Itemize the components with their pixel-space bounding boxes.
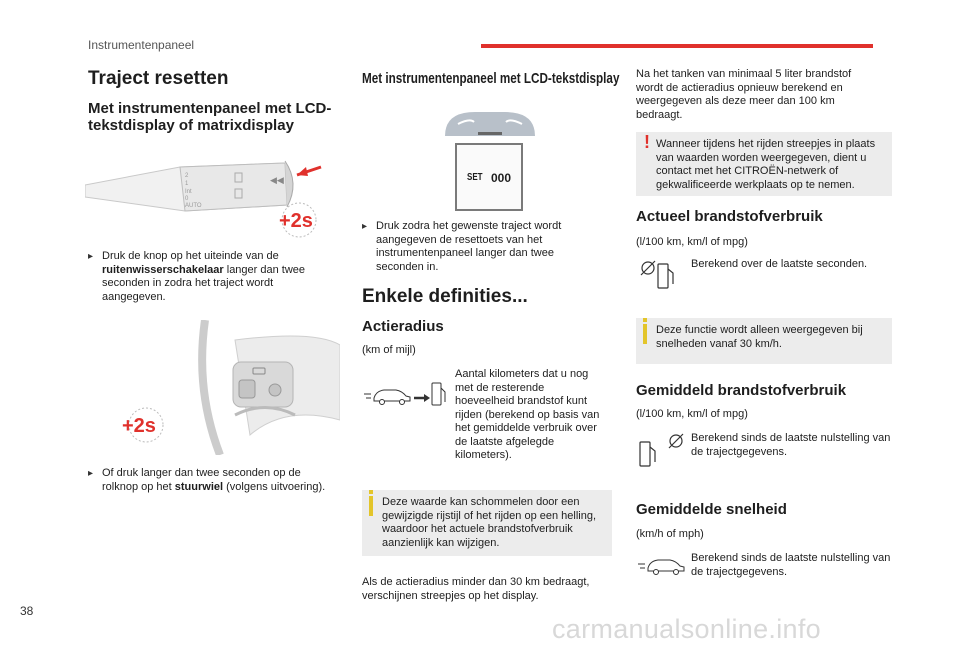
average-speed-car-icon (638, 554, 686, 576)
section-title: Traject resetten (88, 68, 229, 89)
badge-2s-wheel-icon (118, 405, 170, 445)
badge-2s-wiper-icon (275, 200, 323, 240)
steering-wheel-illustration (195, 320, 340, 455)
svg-text:◀◀: ◀◀ (270, 175, 284, 185)
step-steering-wheel: ▸ Of druk langer dan twee seconden op de rolknop op het stuurwiel (volgens uitvoering). (88, 467, 326, 493)
instrument-cluster-icon (440, 108, 540, 140)
svg-text:AUTO: AUTO (185, 203, 202, 209)
section-header: Instrumentenpaneel (88, 38, 195, 52)
left-subtitle: Met instrumentenpaneel met LCD-tekstdisplay of matrixdisplay (88, 100, 332, 134)
svg-text:2: 2 (185, 173, 189, 179)
lcd-display (455, 143, 523, 211)
svg-text:+2s: +2s (279, 210, 313, 232)
display-set-label: SET (467, 172, 483, 183)
page-number: 38 (20, 604, 34, 618)
gemiddeld-title: Gemiddeld brandstofverbruik (636, 382, 847, 399)
step-reset-button: ▸ Druk zodra het gewenste traject wordt aangegeven de resettoets van het instrumentenpaneel langer dan twee seconden in. (362, 220, 562, 273)
actieradius-description: Aantal kilometers dat u nog met de resterende hoeveelheid brandstof kunt rijden (berekend op basis van het gemiddelde verbruik over de laatste afgelegde kilometers). (455, 368, 600, 461)
average-consumption-icon (636, 432, 686, 468)
warning-icon: ! (644, 132, 650, 152)
middle-subtitle: Met instrumentenpaneel met LCD-tekstdisplay (362, 70, 620, 87)
actieradius-unit: (km of mijl) (362, 344, 416, 356)
current-consumption-icon (636, 258, 686, 290)
info-icon (643, 324, 647, 344)
definitions-title: Enkele definities... (362, 286, 528, 307)
refuel-intro: Na het tanken van minimaal 5 liter brandstof wordt de actieradius opnieuw berekend en weergegeven als deze meer dan 100 km bedraagt. (636, 68, 852, 121)
actueel-info-note: Deze functie wordt alleen weergegeven bij snelheden vanaf 30 km/h. (636, 318, 892, 364)
snelheid-title: Gemiddelde snelheid (636, 501, 787, 518)
actueel-unit: (l/100 km, km/l of mpg) (636, 236, 748, 248)
actieradius-title: Actieradius (362, 318, 444, 335)
svg-text:1: 1 (185, 181, 189, 187)
actieradius-footer: Als de actieradius minder dan 30 km bedraagt, verschijnen streepjes op het display. (362, 576, 590, 602)
svg-text:0: 0 (185, 196, 189, 202)
step-wiper-stalk: ▸ Druk de knop op het uiteinde van de ruitenwisserschakelaar langer dan twee seconden in zodra het traject wordt aangegeven. (88, 250, 306, 303)
svg-text:+2s: +2s (122, 415, 156, 437)
bullet-arrow-icon: ▸ (362, 221, 368, 232)
snelheid-description: Berekend sinds de laatste nulstelling van de trajectgegevens. (691, 552, 891, 578)
site-watermark: carmanualsonline.info (552, 614, 821, 644)
gemiddeld-unit: (l/100 km, km/l of mpg) (636, 408, 748, 420)
gemiddeld-description: Berekend sinds de laatste nulstelling van de trajectgegevens. (691, 432, 891, 458)
header-accent-bar (481, 44, 873, 48)
info-icon (369, 496, 373, 516)
bullet-arrow-icon: ▸ (88, 468, 94, 479)
actieradius-info-note: Deze waarde kan schommelen door een gewijzigde rijstijl of het rijden op een helling, waardoor het actuele brandstofverbruik aanzienlijk kan wijzigen. (362, 490, 612, 556)
snelheid-unit: (km/h of mph) (636, 528, 704, 540)
actueel-title: Actueel brandstofverbruik (636, 208, 823, 225)
range-car-fuel-icon (362, 380, 448, 410)
display-value: 000 (491, 171, 512, 185)
actueel-description: Berekend over de laatste seconden. (691, 258, 868, 270)
dashes-warning-note: ! Wanneer tijdens het rijden streepjes in plaats van waarden worden weergegeven, dient u contact met het CITROËN-netwerk of gekwalificeerde werkplaats op te nemen. (636, 132, 892, 196)
bullet-arrow-icon: ▸ (88, 251, 94, 262)
svg-text:Int: Int (185, 189, 192, 195)
